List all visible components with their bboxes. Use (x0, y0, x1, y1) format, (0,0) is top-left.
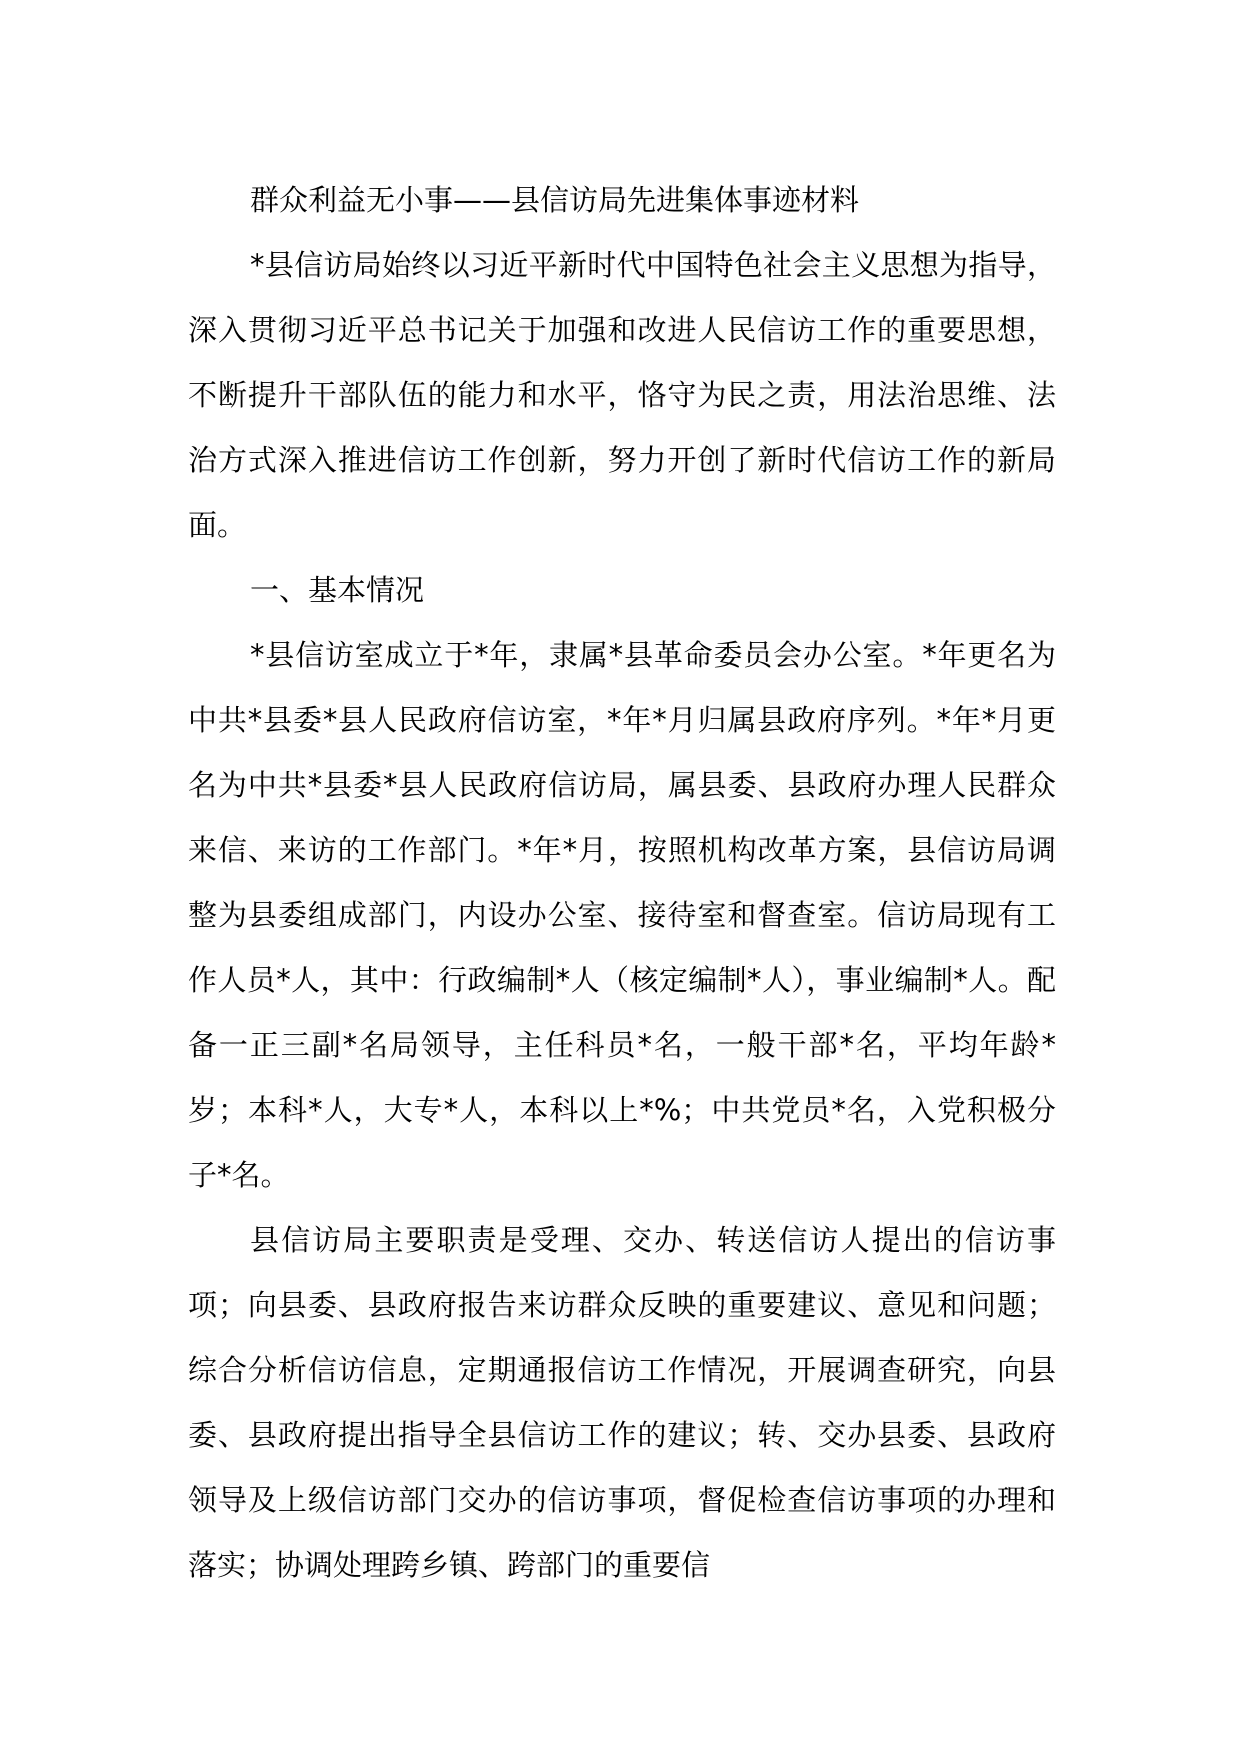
intro-paragraph: *县信访局始终以习近平新时代中国特色社会主义思想为指导，深入贯彻习近平总书记关于加强和改进人民信访工作的重要思想，不断提升干部队伍的能力和水平，恪守为民之责，用法治思维、法治方式深入推进信访工作创新，努力开创了新时代信访工作的新局面。 (188, 248, 1056, 542)
body-paragraph: *县信访室成立于*年，隶属*县革命委员会办公室。*年更名为中共*县委*县人民政府信访室，*年*月归属县政府序列。*年*月更名为中共*县委*县人民政府信访局，属县委、县政府办理人民群众来信、来访的工作部门。*年*月，按照机构改革方案，县信访局调整为县委组成部门，内设办公室、接待室和督查室。信访局现有工作人员*人，其中：行政编制*人（核定编制*人），事业编制*人。配备一正三副*名局领导，主任科员*名，一般干部*名，平均年龄*岁；本科*人，大专*人，本科以上*%；中共党员*名，入党积极分子*名。 (188, 638, 1056, 1192)
document-title: 群众利益无小事——县信访局先进集体事迹材料 (250, 183, 860, 217)
document-page (188, 168, 1056, 1598)
section-heading-basic-info: 一、基本情况 (250, 573, 425, 607)
body-paragraph: 县信访局主要职责是受理、交办、转送信访人提出的信访事项；向县委、县政府报告来访群众反映的重要建议、意见和问题；综合分析信访信息，定期通报信访工作情况，开展调查研究，向县委、县政府提出指导全县信访工作的建议；转、交办县委、县政府领导及上级信访部门交办的信访事项，督促检查信访事项的办理和落实；协调处理跨乡镇、跨部门的重要信 (188, 1223, 1056, 1582)
